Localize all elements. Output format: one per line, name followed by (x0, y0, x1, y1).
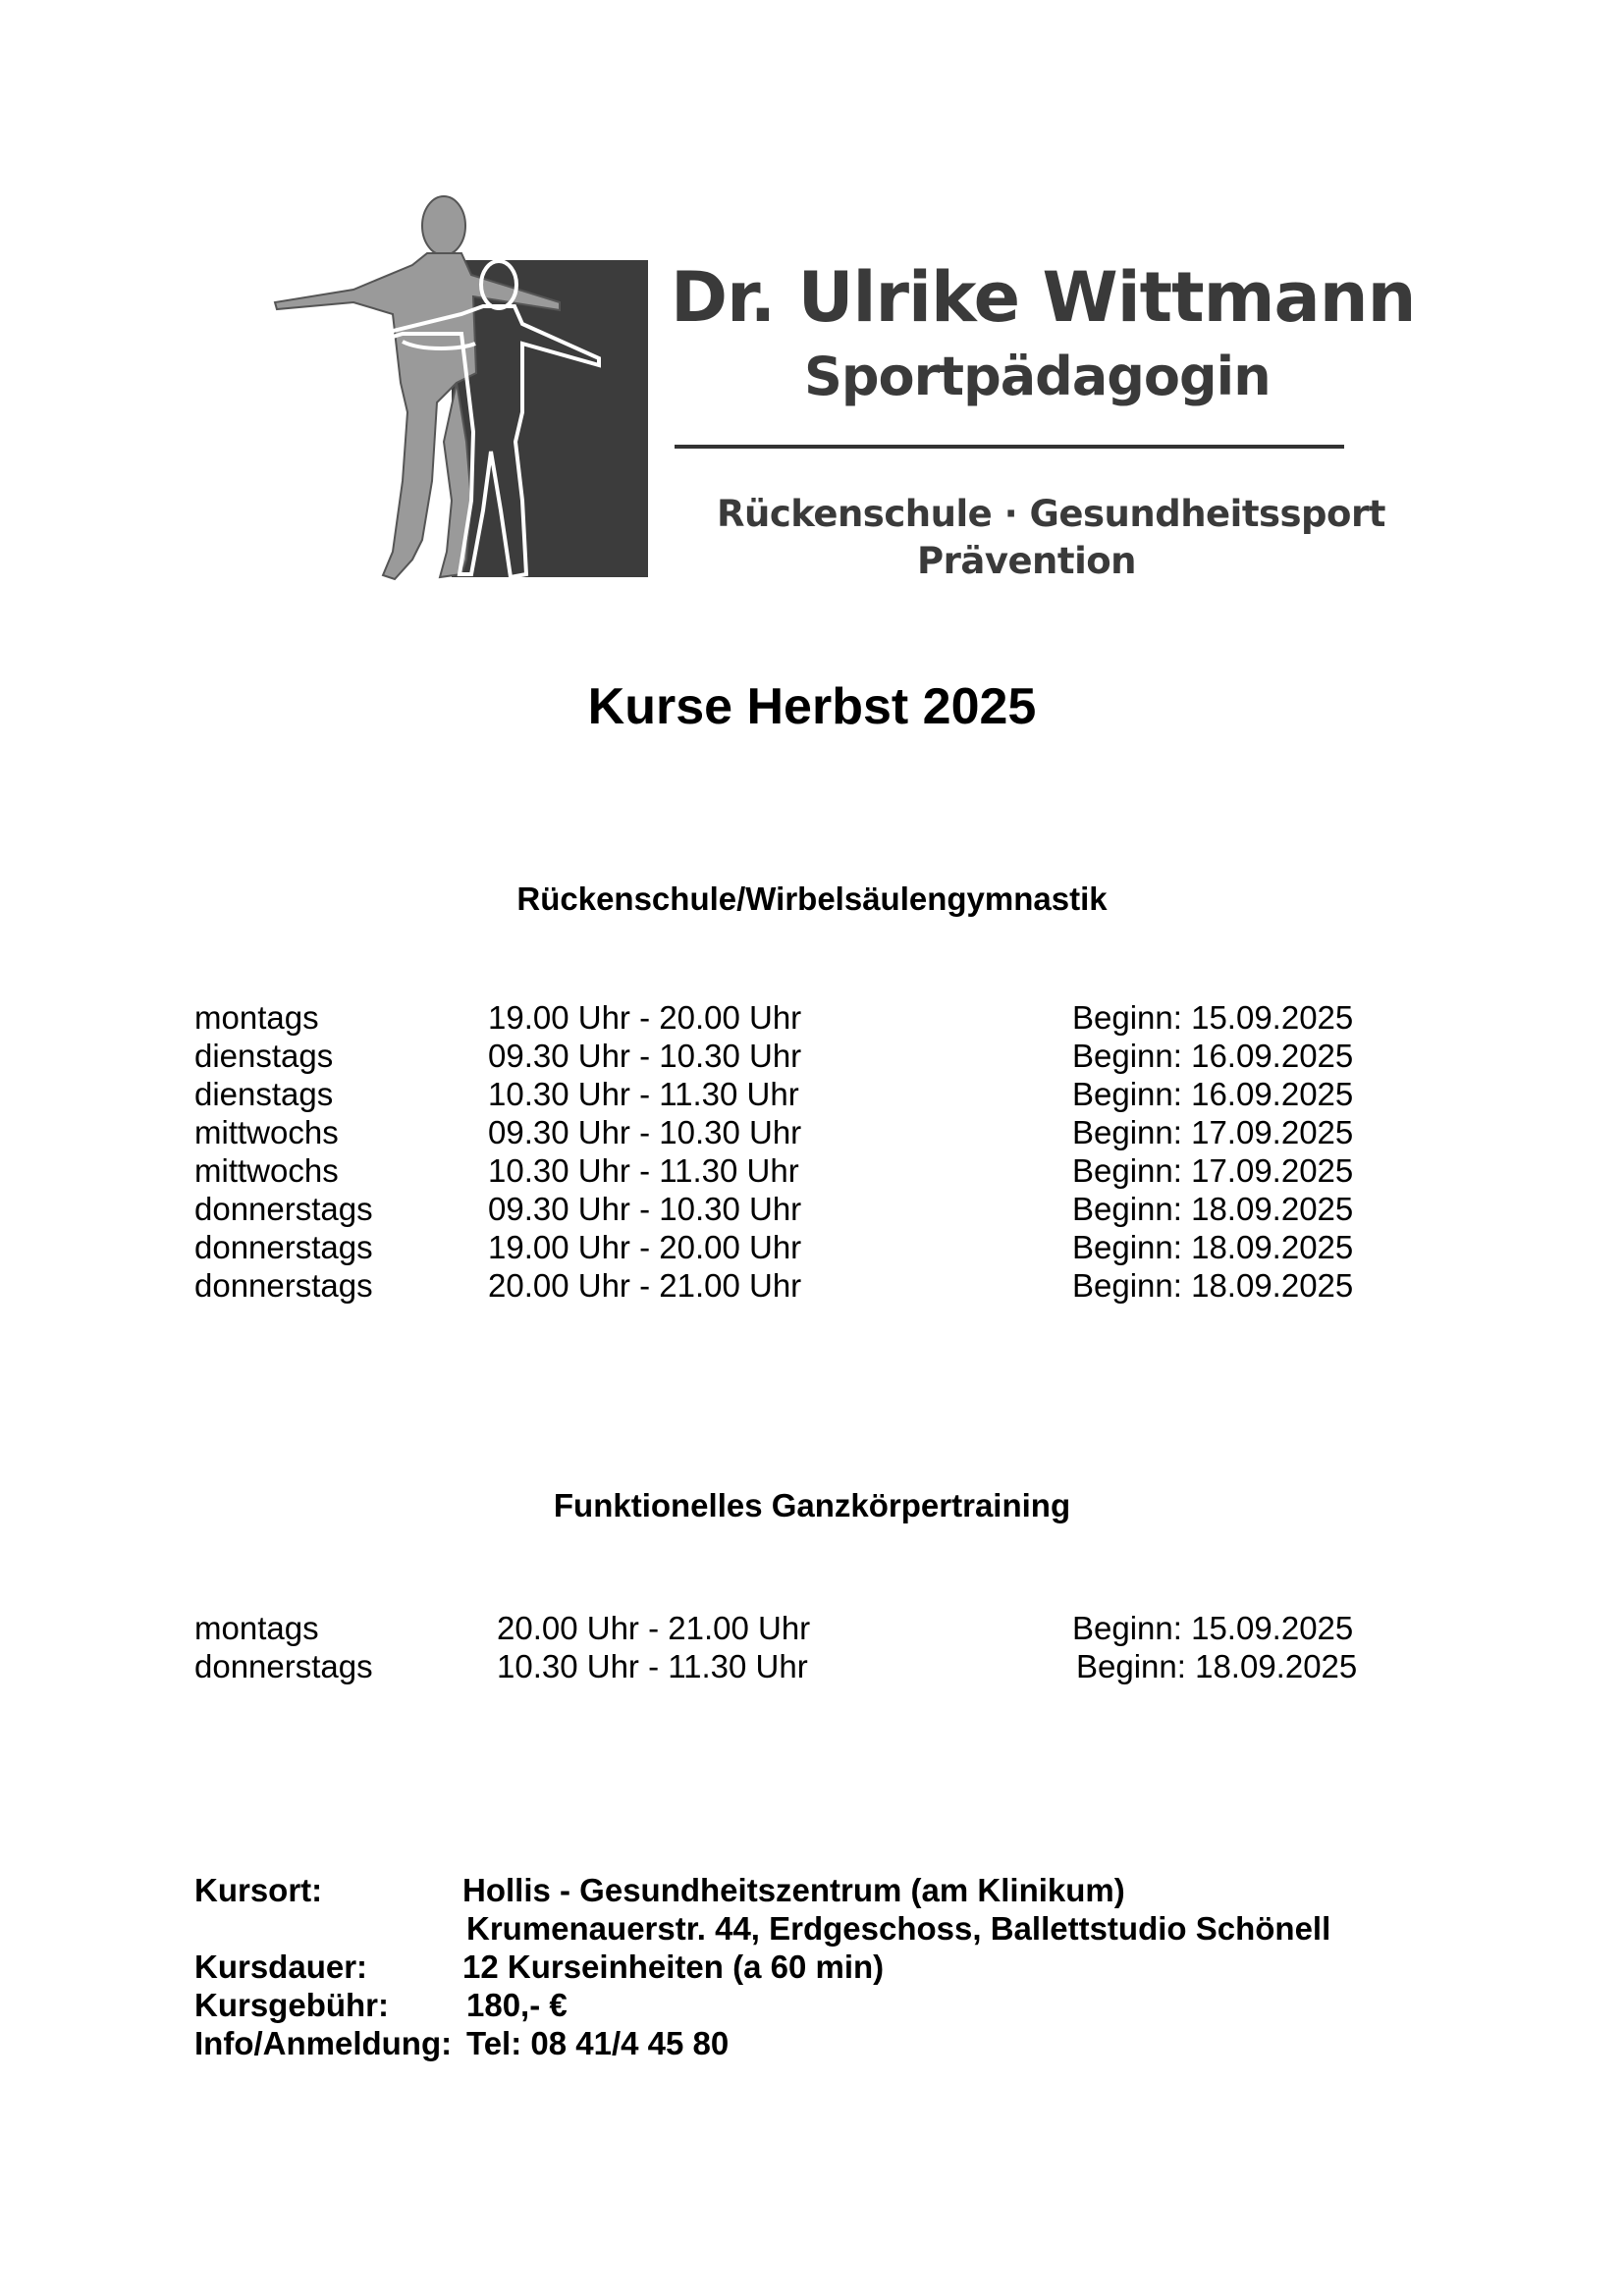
schedule-start: Beginn: 18.09.2025 (1072, 1191, 1354, 1227)
schedule-day: donnerstags (194, 1229, 373, 1265)
logo-tagline-2: Prävention (917, 540, 1137, 582)
location-value: Hollis - Gesundheitszentrum (am Klinikum) (462, 1872, 1125, 1908)
schedule-row (0, 1114, 1624, 1152)
contact-label: Info/Anmeldung: (194, 2025, 453, 2061)
schedule-time: 09.30 Uhr - 10.30 Uhr (488, 1191, 802, 1227)
logo-figure-icon (265, 187, 658, 599)
page-title: Kurse Herbst 2025 (587, 678, 1037, 735)
schedule-time: 19.00 Uhr - 20.00 Uhr (488, 1229, 802, 1265)
fee-value: 180,- € (466, 1987, 568, 2023)
schedule-time: 10.30 Uhr - 11.30 Uhr (488, 1076, 799, 1112)
schedule-day: donnerstags (194, 1191, 373, 1227)
schedule-row (0, 1038, 1624, 1076)
schedule-day: dienstags (194, 1076, 334, 1112)
logo-subtitle: Sportpädagogin (804, 346, 1271, 407)
duration-value: 12 Kurseinheiten (a 60 min) (462, 1949, 885, 1985)
schedule-start: Beginn: 17.09.2025 (1072, 1114, 1354, 1150)
schedule-row (0, 1229, 1624, 1267)
schedule-start: Beginn: 15.09.2025 (1072, 999, 1354, 1036)
schedule-row (0, 1152, 1624, 1191)
schedule-time: 19.00 Uhr - 20.00 Uhr (488, 999, 802, 1036)
schedule-day: donnerstags (194, 1648, 373, 1684)
schedule-start: Beginn: 18.09.2025 (1072, 1229, 1354, 1265)
logo-divider (675, 445, 1344, 449)
schedule-start: Beginn: 17.09.2025 (1072, 1152, 1354, 1189)
schedule-day: dienstags (194, 1038, 334, 1074)
schedule-time: 09.30 Uhr - 10.30 Uhr (488, 1038, 802, 1074)
schedule-day: montags (194, 999, 319, 1036)
section-title-ganzkoerpertraining: Funktionelles Ganzkörpertraining (553, 1487, 1071, 1523)
schedule-row (0, 999, 1624, 1038)
schedule-start: Beginn: 16.09.2025 (1072, 1038, 1354, 1074)
duration-label: Kursdauer: (194, 1949, 368, 1985)
schedule-time: 20.00 Uhr - 21.00 Uhr (497, 1610, 811, 1646)
logo-tagline: Rückenschule · Gesundheitssport (717, 493, 1385, 535)
schedule-start: Beginn: 16.09.2025 (1072, 1076, 1354, 1112)
schedule-row (0, 1191, 1624, 1229)
schedule-day: mittwochs (194, 1152, 339, 1189)
schedule-start: Beginn: 15.09.2025 (1072, 1610, 1354, 1646)
schedule-time: 10.30 Uhr - 11.30 Uhr (488, 1152, 799, 1189)
logo-name: Dr. Ulrike Wittmann (671, 257, 1416, 338)
schedule-day: donnerstags (194, 1267, 373, 1304)
schedule-day: montags (194, 1610, 319, 1646)
location-label: Kursort: (194, 1872, 323, 1908)
schedule-day: mittwochs (194, 1114, 339, 1150)
schedule-row (0, 1076, 1624, 1114)
location-address: Krumenauerstr. 44, Erdgeschoss, Ballettstudio Schönell (466, 1910, 1331, 1947)
schedule-row (0, 1648, 1624, 1686)
schedule-time: 09.30 Uhr - 10.30 Uhr (488, 1114, 802, 1150)
fee-label: Kursgebühr: (194, 1987, 389, 2023)
section-title-rueckenschule: Rückenschule/Wirbelsäulengymnastik (516, 881, 1108, 917)
schedule-start: Beginn: 18.09.2025 (1072, 1267, 1354, 1304)
schedule-time: 10.30 Uhr - 11.30 Uhr (497, 1648, 808, 1684)
contact-value: Tel: 08 41/4 45 80 (466, 2025, 730, 2061)
schedule-time: 20.00 Uhr - 21.00 Uhr (488, 1267, 802, 1304)
schedule-row (0, 1267, 1624, 1306)
schedule-start: Beginn: 18.09.2025 (1076, 1648, 1358, 1684)
schedule-row (0, 1610, 1624, 1648)
